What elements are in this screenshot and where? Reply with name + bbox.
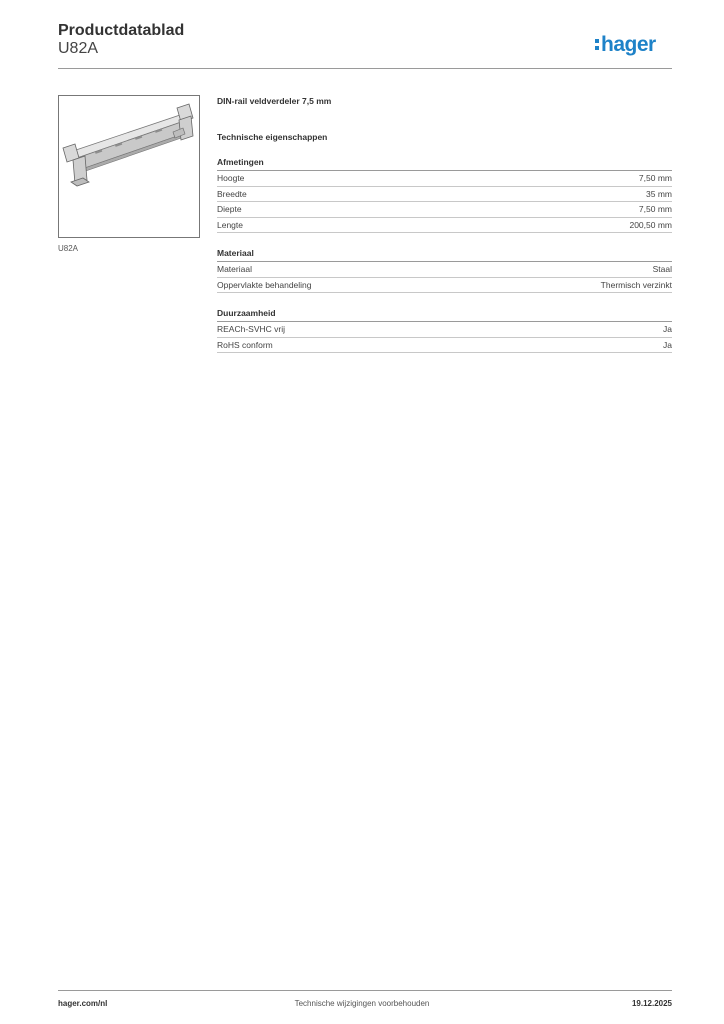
footer-disclaimer: Technische wijzigingen voorbehouden — [294, 999, 430, 1008]
section-duurzaamheid — [217, 308, 672, 353]
header-divider — [58, 68, 672, 69]
property-label: Hoogte — [217, 173, 245, 183]
footer-date: 19.12.2025 — [631, 999, 672, 1008]
section-title: Afmetingen — [217, 157, 672, 171]
property-label: REACh-SVHC vrij — [217, 324, 286, 334]
document-title: Productdatablad — [58, 22, 185, 39]
product-name: DIN-rail veldverdeler 7,5 mm — [217, 96, 332, 106]
property-value: Ja — [663, 324, 672, 334]
hager-logo — [594, 31, 674, 57]
property-label: Diepte — [217, 204, 242, 214]
section-materiaal — [217, 248, 672, 293]
logo-text: hager — [601, 33, 656, 56]
property-row — [217, 218, 672, 234]
property-value: Staal — [652, 264, 672, 274]
property-label: Materiaal — [217, 264, 252, 274]
property-label: Lengte — [217, 219, 243, 230]
property-label: RoHS conform — [217, 339, 273, 350]
property-value: 200,50 mm — [629, 219, 672, 230]
property-label: Oppervlakte behandeling — [217, 279, 312, 290]
property-value: 7,50 mm — [638, 173, 672, 183]
product-image — [58, 95, 200, 238]
product-code: U82A — [58, 40, 99, 57]
property-row — [217, 171, 672, 187]
property-row — [217, 338, 672, 354]
property-value: 7,50 mm — [638, 204, 672, 214]
footer-website-link[interactable]: hager.com/nl — [58, 999, 108, 1008]
section-title: Duurzaamheid — [217, 308, 672, 322]
property-row — [217, 262, 672, 278]
product-details — [217, 96, 672, 353]
footer-divider — [58, 990, 672, 991]
image-caption: U82A — [58, 244, 79, 253]
property-row — [217, 278, 672, 294]
section-afmetingen — [217, 157, 672, 233]
property-row — [217, 187, 672, 203]
property-row — [217, 202, 672, 218]
properties-heading: Technische eigenschappen — [217, 132, 328, 142]
din-rail-illustration — [59, 96, 199, 237]
property-value: Ja — [663, 339, 672, 350]
section-title: Materiaal — [217, 248, 672, 262]
property-value: 35 mm — [646, 188, 672, 199]
property-value: Thermisch verzinkt — [600, 279, 672, 290]
property-label: Breedte — [217, 188, 247, 199]
property-row — [217, 322, 672, 338]
